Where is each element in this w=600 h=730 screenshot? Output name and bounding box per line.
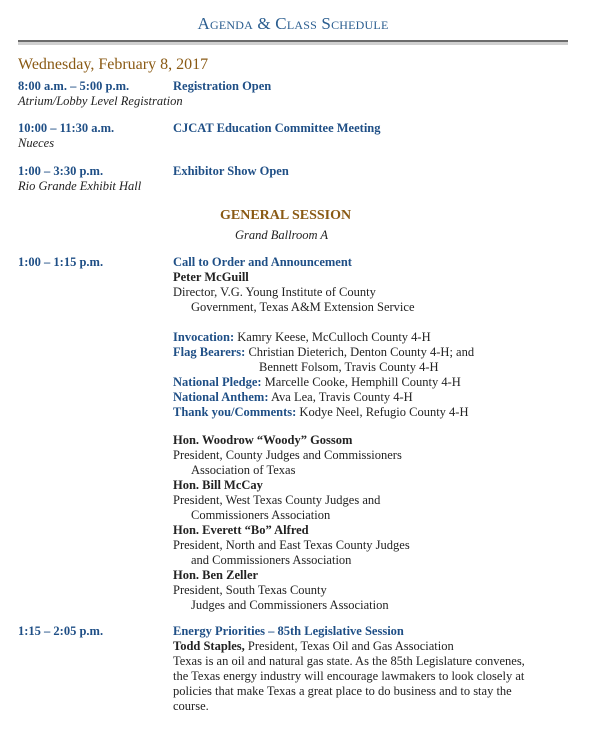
official-title: Commissioners Association bbox=[191, 508, 331, 522]
schedule-location: Rio Grande Exhibit Hall bbox=[18, 179, 142, 193]
title-bar bbox=[18, 0, 568, 42]
session-title: Call to Order and Announcement bbox=[173, 255, 352, 269]
session-energy-priorities bbox=[173, 624, 525, 714]
session-call-to-order bbox=[173, 255, 474, 613]
title-divider-shadow bbox=[18, 42, 568, 45]
program-item: Thank you/Comments: Kodye Neel, Refugio County 4-H bbox=[173, 405, 469, 419]
day-heading: Wednesday, February 8, 2017 bbox=[18, 56, 209, 73]
program-item: National Pledge: Marcelle Cooke, Hemphill County 4-H bbox=[173, 375, 461, 389]
official-title: President, South Texas County bbox=[173, 583, 327, 597]
official-name: Hon. Bill McCay bbox=[173, 478, 263, 492]
session-time: 1:00 – 1:15 p.m. bbox=[18, 255, 104, 269]
program-item: National Anthem: Ava Lea, Travis County 4-H bbox=[173, 390, 413, 404]
general-session-location: Grand Ballroom A bbox=[235, 228, 329, 242]
speaker-title-line: Director, V.G. Young Institute of County bbox=[173, 285, 376, 299]
official-name: Hon. Everett “Bo” Alfred bbox=[173, 523, 309, 537]
speaker-line: Todd Staples, President, Texas Oil and Gas Association bbox=[173, 639, 454, 653]
schedule-event: CJCAT Education Committee Meeting bbox=[173, 121, 381, 135]
speaker-name: Peter McGuill bbox=[173, 270, 249, 284]
official-title: President, West Texas County Judges and bbox=[173, 493, 381, 507]
session-description-line: policies that make Texas a great place to do business and to stay the bbox=[173, 684, 512, 698]
official-title: President, North and East Texas County Judges bbox=[173, 538, 410, 552]
official-title: and Commissioners Association bbox=[191, 553, 352, 567]
official-title: Association of Texas bbox=[191, 463, 296, 477]
schedule-time: 10:00 – 11:30 a.m. bbox=[18, 121, 115, 135]
program-item: Flag Bearers: Christian Dieterich, Denton County 4-H; and bbox=[173, 345, 475, 359]
official-name: Hon. Ben Zeller bbox=[173, 568, 259, 582]
official-name: Hon. Woodrow “Woody” Gossom bbox=[173, 433, 353, 447]
session-description-line: the Texas energy industry will encourage lawmakers to look closely at bbox=[173, 669, 525, 683]
official-title: President, County Judges and Commissioners bbox=[173, 448, 402, 462]
page-title: Agenda & Class Schedule bbox=[197, 14, 389, 33]
speaker-title-line: Government, Texas A&M Extension Service bbox=[191, 300, 415, 314]
schedule-time: 8:00 a.m. – 5:00 p.m. bbox=[18, 79, 130, 93]
schedule-event: Exhibitor Show Open bbox=[173, 164, 289, 178]
schedule-location: Atrium/Lobby Level Registration bbox=[18, 94, 183, 108]
session-description-line: course. bbox=[173, 699, 209, 713]
official-title: Judges and Commissioners Association bbox=[191, 598, 389, 612]
program-item: Bennett Folsom, Travis County 4-H bbox=[259, 360, 439, 374]
session-time: 1:15 – 2:05 p.m. bbox=[18, 624, 104, 638]
general-session-title: GENERAL SESSION bbox=[220, 208, 352, 223]
program-item: Invocation: Kamry Keese, McCulloch County 4-H bbox=[173, 330, 431, 344]
schedule-time: 1:00 – 3:30 p.m. bbox=[18, 164, 104, 178]
session-description-line: Texas is an oil and natural gas state. As the 85th Legislature convenes, bbox=[173, 654, 525, 668]
schedule-event: Registration Open bbox=[173, 79, 272, 93]
schedule-location: Nueces bbox=[18, 136, 55, 150]
session-title: Energy Priorities – 85th Legislative Session bbox=[173, 624, 404, 638]
